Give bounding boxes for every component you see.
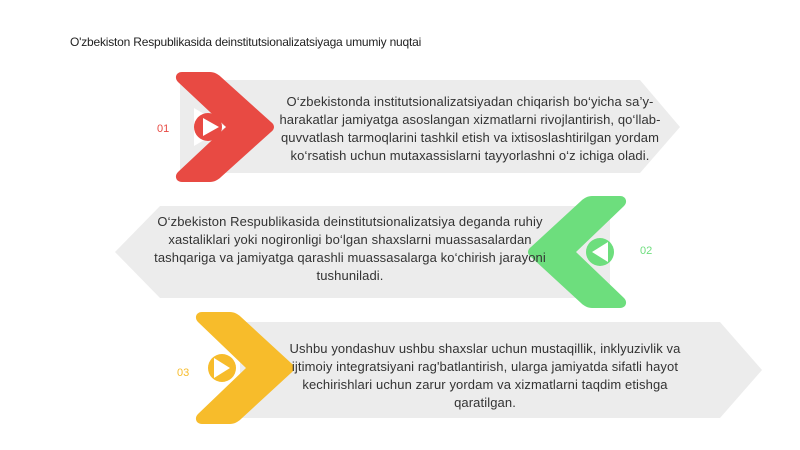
- step-3-text: Ushbu yondashuv ushbu shaxslar uchun mustaqillik, inklyuzivlik va ijtimoiy integratsiyani rag'batlantirish, ularga jamiyatda sifatli hayot kechirishlari uchun zarur yordam va xizmatlarni taqdim etishga qaratilgan.: [289, 341, 681, 410]
- step-1-text: O‘zbekistonda institutsionalizatsiyadan chiqarish bo‘yicha sa’y-harakatlar jamiyatga asoslangan xizmatlarni rivojlantirish, qo‘llab-quvvatlash tarmoqlarini tashkil etish va ixtisoslashtirilgan yordam ko‘rsatish uchun mutaxassislarni tayyorlashni o‘z ichiga oladi.: [279, 94, 661, 163]
- diagram-title: O'zbekiston Respublikasida deinstitutsionalizatsiyaga umumiy nuqtai: [70, 35, 422, 49]
- step-2-text: O‘zbekiston Respublikasida deinstitutsionalizatsiya deganda ruhiy xastaliklari yoki nogironligi bo‘lgan shaxslarni muassasalardan tashqariga va jamiyatga qarashli muassasalarga ko‘chirish jarayoni tushuniladi.: [154, 214, 546, 283]
- step-3-number: 03: [177, 367, 190, 379]
- step-2-number: 02: [640, 245, 653, 257]
- step-1-number: 01: [157, 123, 170, 135]
